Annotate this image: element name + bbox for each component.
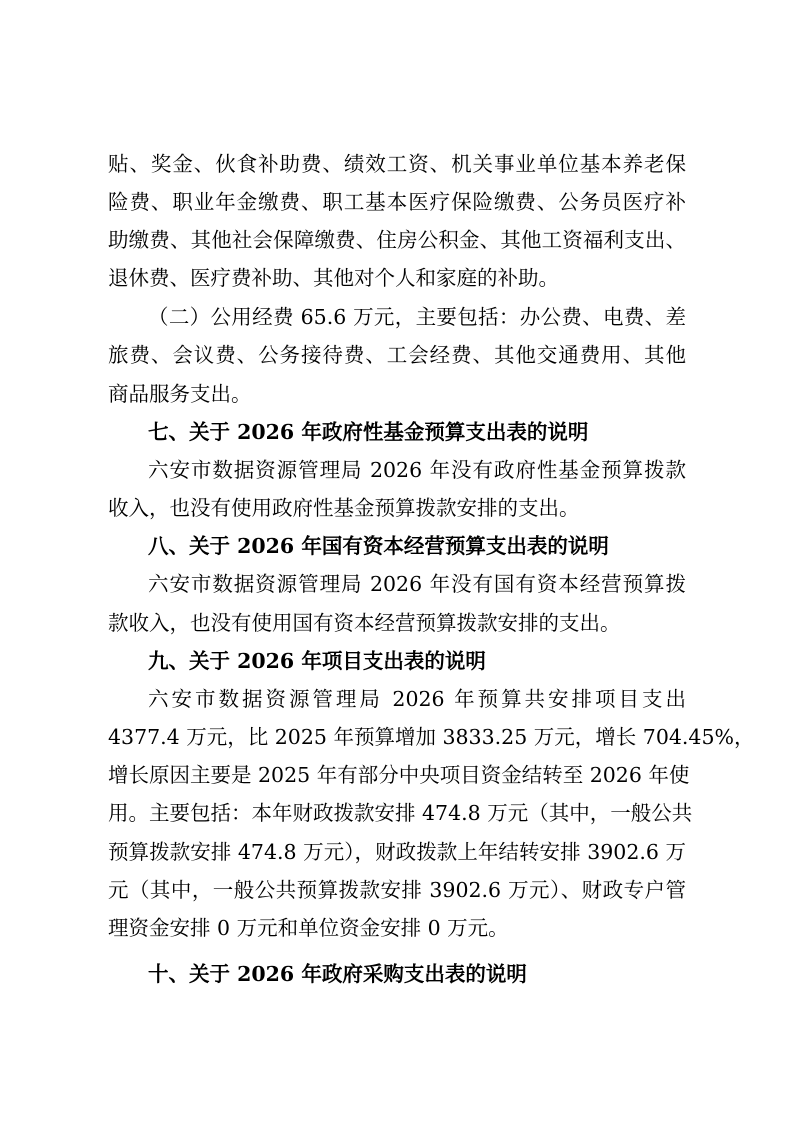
paragraph-line: 退休费、医疗费补助、其他对个人和家庭的补助。	[108, 266, 559, 290]
paragraph-line: 4377.4 万元，比 2025 年预算增加 3833.25 万元，增长 704.45%，	[108, 725, 755, 749]
paragraph-line: 收入，也没有使用政府性基金预算拨款安排的支出。	[108, 496, 580, 520]
section-heading-9: 九、关于 2026 年项目支出表的说明	[148, 649, 486, 673]
section-heading-7: 七、关于 2026 年政府性基金预算支出表的说明	[148, 420, 589, 444]
section-heading-8: 八、关于 2026 年国有资本经营预算支出表的说明	[148, 534, 609, 558]
paragraph-line: 用。主要包括：本年财政拨款安排 474.8 万元（其中，一般公共	[108, 801, 693, 825]
paragraph-line: 六安市数据资源管理局 2026 年没有政府性基金预算拨款	[148, 458, 686, 482]
paragraph-line: 六安市数据资源管理局 2026 年没有国有资本经营预算拨	[148, 572, 686, 596]
paragraph-line: 理资金安排 0 万元和单位资金安排 0 万元。	[108, 916, 509, 940]
paragraph-line: 贴、奖金、伙食补助费、绩效工资、机关事业单位基本养老保	[108, 152, 686, 176]
paragraph-line: 款收入，也没有使用国有资本经营预算拨款安排的支出。	[108, 611, 621, 635]
section-heading-10: 十、关于 2026 年政府采购支出表的说明	[148, 962, 527, 986]
paragraph-line: 增长原因主要是 2025 年有部分中央项目资金结转至 2026 年使	[108, 763, 690, 787]
paragraph-line: 险费、职业年金缴费、职工基本医疗保险缴费、公务员医疗补	[108, 190, 686, 214]
paragraph-line: （二）公用经费 65.6 万元，主要包括：办公费、电费、差	[148, 305, 686, 329]
paragraph-line: 元（其中，一般公共预算拨款安排 3902.6 万元）、财政专户管	[108, 878, 686, 902]
paragraph-line: 预算拨款安排 474.8 万元），财政拨款上年结转安排 3902.6 万	[108, 840, 686, 864]
paragraph-line: 六安市数据资源管理局 2026 年预算共安排项目支出	[148, 687, 686, 711]
paragraph-line: 旅费、会议费、公务接待费、工会经费、其他交通费用、其他	[108, 343, 686, 367]
paragraph-line: 商品服务支出。	[108, 382, 252, 406]
paragraph-line: 助缴费、其他社会保障缴费、住房公积金、其他工资福利支出、	[108, 228, 686, 252]
